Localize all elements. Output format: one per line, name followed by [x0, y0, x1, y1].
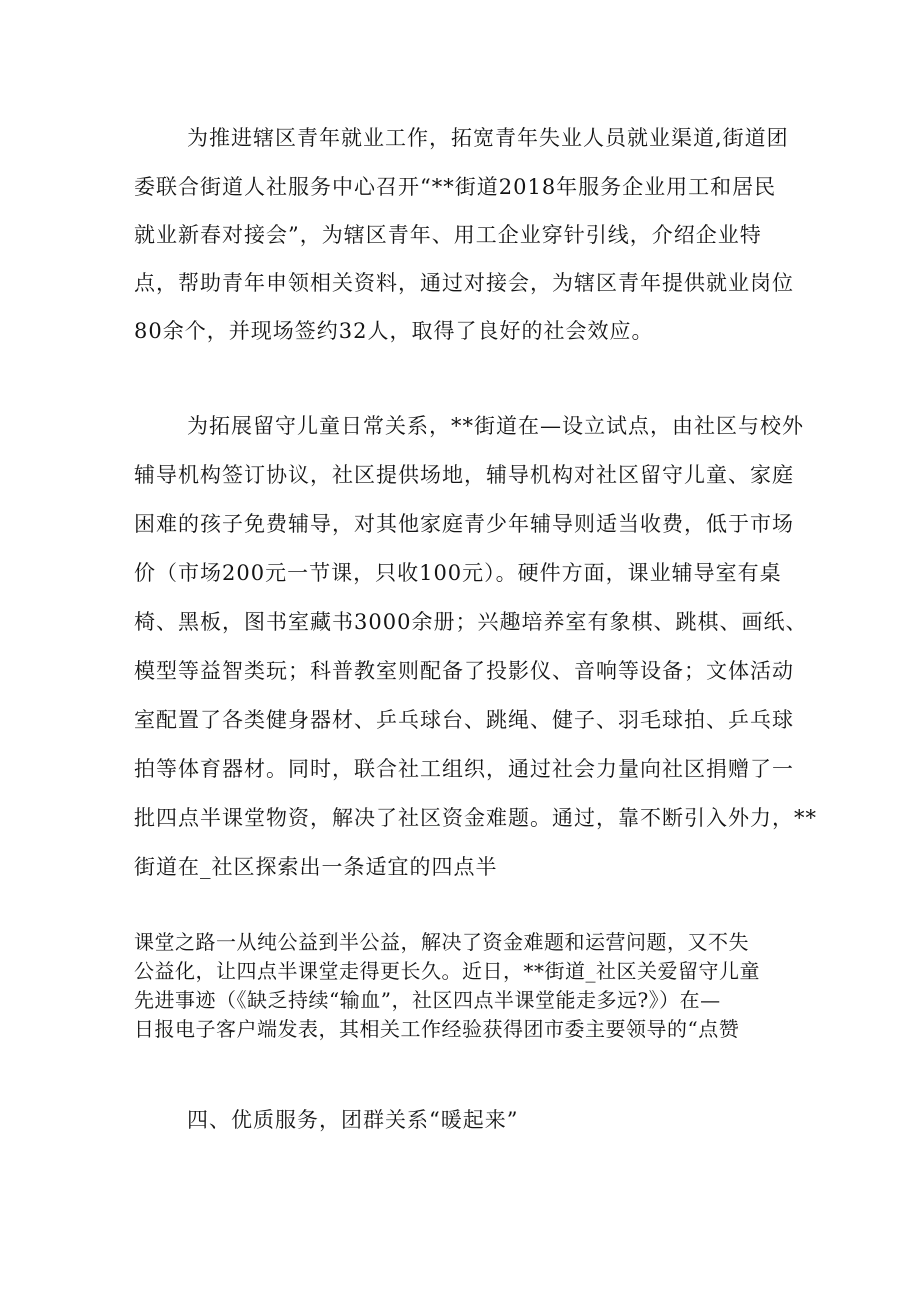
- paragraph-line: 委联合街道人社服务中心召开“**街道2018年服务企业用工和居民: [134, 175, 777, 199]
- paragraph-line: 辅导机构签订协议，社区提供场地，辅导机构对社区留守儿童、家庭: [134, 463, 794, 487]
- paragraph-line: 就业新春对接会”，为辖区青年、用工企业穿针引线，介绍企业特: [134, 223, 762, 247]
- paragraph-line: 模型等益智类玩；科普教室则配备了投影仪、音响等设备；文体活动: [134, 659, 794, 683]
- paragraph-line: 80余个，并现场签约32人，取得了良好的社会效应。: [134, 319, 654, 343]
- paragraph-line: 拍等体育器材。同时，联合社工组织，通过社会力量向社区捐赠了一: [134, 757, 794, 781]
- paragraph-line: 室配置了各类健身器材、乒乓球台、跳绳、健子、羽毛球拍、乒乓球: [134, 708, 794, 732]
- paragraph-line: 价（市场200元一节课，只收100元）。硬件方面，课业辅导室有桌: [134, 561, 782, 585]
- paragraph-line: 批四点半课堂物资，解决了社区资金难题。通过，靠不断引入外力，**: [134, 806, 817, 830]
- paragraph-line: 日报电子客户端发表，其相关工作经验获得团市委主要领导的“点赞: [134, 1017, 740, 1041]
- paragraph-line: 点，帮助青年申领相关资料，通过对接会，为辖区青年提供就业岗位: [134, 271, 794, 295]
- paragraph-line: 为推进辖区青年就业工作，拓宽青年失业人员就业渠道,街道团: [187, 126, 789, 150]
- paragraph-line: 困难的孩子免费辅导，对其他家庭青少年辅导则适当收费，低于市场: [134, 512, 794, 536]
- paragraph-line: 椅、黑板，图书室藏书3000余册；兴趣培养室有象棋、跳棋、画纸、: [134, 610, 808, 634]
- paragraph-line: 公益化，让四点半课堂走得更长久。近日，**街道_社区关爱留守儿童: [134, 959, 760, 983]
- paragraph-line: 街道在_社区探索出一条适宜的四点半: [134, 855, 498, 879]
- paragraph-line: 先进事迹（《缺乏持续“输血”，社区四点半课堂能走多远?》）在—: [134, 988, 721, 1012]
- paragraph-line: 为拓展留守儿童日常关系，**街道在—设立试点，由社区与校外: [187, 414, 804, 438]
- paragraph-line: 课堂之路一从纯公益到半公益，解决了资金难题和运营问题，又不失: [134, 930, 749, 954]
- section-heading: 四、优质服务，团群关系“暖起来”: [187, 1108, 519, 1132]
